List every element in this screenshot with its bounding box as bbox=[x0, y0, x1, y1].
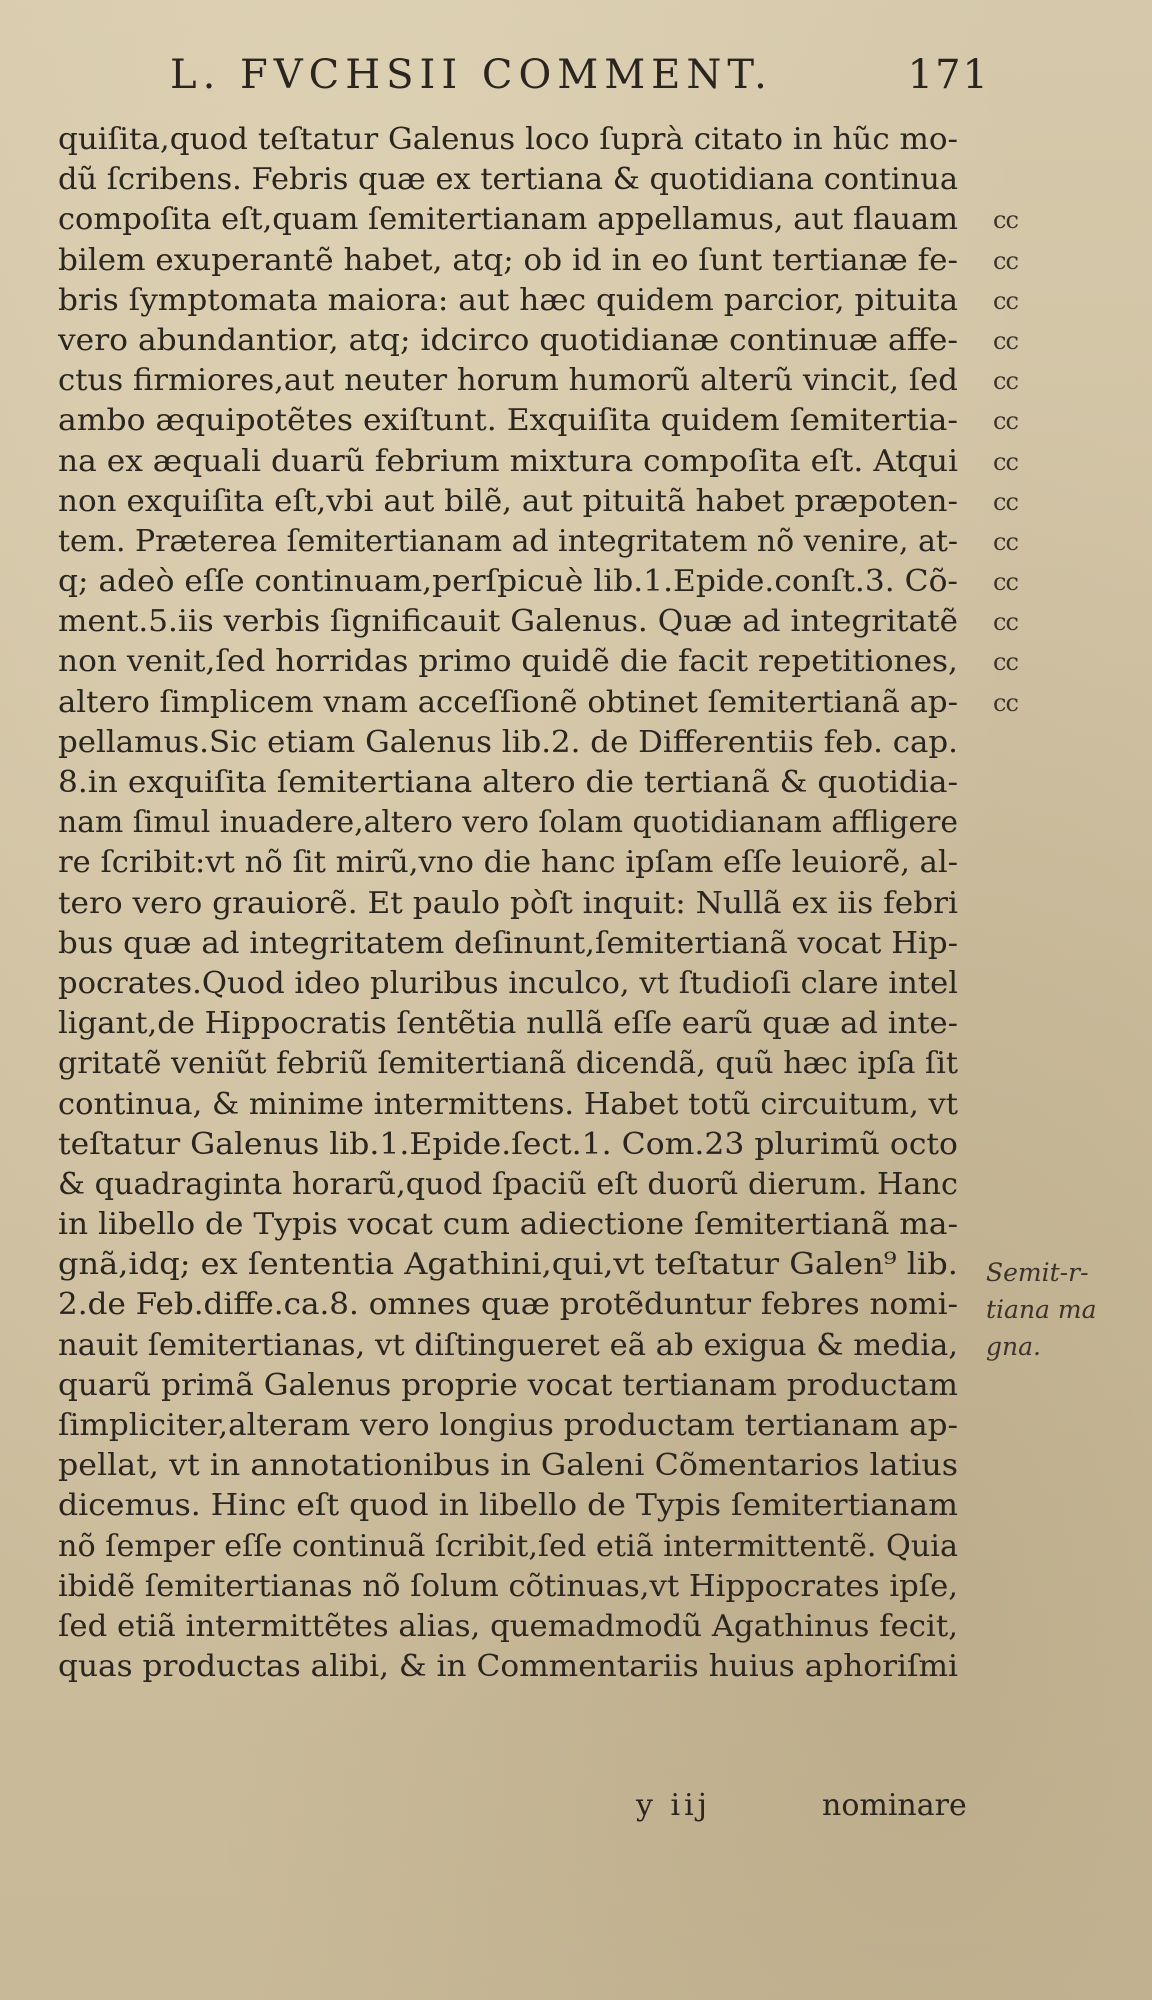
text-line bbox=[58, 683, 1018, 723]
text-line-content: ligant,de Hippocratis ſentẽtia nullã eſſe earũ quæ ad inte- bbox=[58, 1006, 959, 1042]
text-line bbox=[58, 1406, 998, 1446]
text-line bbox=[58, 1285, 998, 1325]
text-line bbox=[58, 1085, 998, 1125]
text-line bbox=[58, 1607, 998, 1647]
text-line bbox=[58, 160, 998, 200]
text-line bbox=[58, 763, 998, 803]
text-line bbox=[58, 1527, 998, 1567]
text-line-content: pellamus.Sic etiam Galenus lib.2. de Differentiis feb. cap. bbox=[58, 724, 958, 760]
text-line bbox=[58, 321, 1018, 361]
text-line bbox=[58, 1486, 998, 1526]
text-line bbox=[58, 522, 1018, 562]
text-line bbox=[58, 200, 1018, 240]
text-line-content: dũ ſcribens. Febris quæ ex tertiana & quotidiana continua bbox=[58, 162, 959, 198]
text-line-content: continua, & minime intermittens. Habet totũ circuitum, vt bbox=[58, 1086, 958, 1122]
quotation-mark: cc bbox=[993, 608, 1018, 637]
text-line bbox=[58, 964, 998, 1004]
text-line-content: ambo æquipotẽtes exiſtunt. Exquiſita quidem ſemitertia- bbox=[58, 403, 959, 439]
text-line bbox=[58, 884, 998, 924]
quotation-mark: cc bbox=[993, 568, 1018, 597]
quotation-mark: cc bbox=[993, 407, 1018, 436]
text-line bbox=[58, 602, 1018, 642]
quotation-mark: cc bbox=[993, 246, 1018, 275]
page-footer bbox=[0, 1788, 1152, 1832]
text-line-content: compoſita eſt,quam ſemitertianam appellamus, aut flauam bbox=[58, 202, 958, 238]
text-line bbox=[58, 1205, 998, 1245]
text-line bbox=[58, 924, 998, 964]
quotation-mark: cc bbox=[993, 326, 1018, 355]
quotation-mark: cc bbox=[993, 487, 1018, 516]
text-line-content: tem. Præterea ſemitertianam ad integritatem nõ venire, at- bbox=[58, 523, 959, 559]
quotation-mark: cc bbox=[993, 447, 1018, 476]
text-line bbox=[58, 442, 1018, 482]
text-line-content: ment.5.iis verbis ſignificauit Galenus. Quæ ad integritatẽ bbox=[58, 604, 958, 640]
margin-note-line: Semit-r- bbox=[986, 1258, 1089, 1287]
text-line-content: tero vero grauiorẽ. Et paulo pòſt inquit: Nullã ex iis febri bbox=[58, 885, 958, 921]
text-line bbox=[58, 1446, 998, 1486]
text-line bbox=[58, 803, 998, 843]
text-line-content: teſtatur Galenus lib.1.Epide.ſect.1. Com.23 plurimũ octo bbox=[58, 1126, 958, 1162]
text-line-content: 8.in exquiſita ſemitertiana altero die tertianã & quotidia- bbox=[58, 765, 959, 800]
margin-note bbox=[986, 1254, 1136, 1365]
text-line-content: non venit,ſed horridas primo quidẽ die facit repetitiones, bbox=[58, 644, 958, 680]
text-line bbox=[58, 1044, 998, 1084]
text-line bbox=[58, 281, 1018, 321]
text-line-content: na ex æquali duarũ febrium mixtura compoſita eſt. Atqui bbox=[58, 443, 958, 479]
text-line-content: ibidẽ ſemitertianas nõ ſolum cõtinuas,vt Hippocrates ipſe, bbox=[58, 1568, 959, 1604]
text-line-content: gritatẽ veniũt febriũ ſemitertianã dicendã, quũ hæc ipſa ſit bbox=[58, 1046, 958, 1082]
text-line bbox=[58, 843, 998, 883]
text-line bbox=[58, 1165, 998, 1205]
folio-number: 171 bbox=[907, 52, 990, 98]
text-line bbox=[58, 482, 1018, 522]
text-line-content: pellat, vt in annotationibus in Galeni Cõmentarios latius bbox=[58, 1448, 959, 1484]
catchword: nominare bbox=[822, 1788, 967, 1823]
margin-note-line: gna. bbox=[986, 1332, 1041, 1361]
running-title: L. FVCHSII COMMENT. bbox=[170, 52, 773, 98]
text-line-content: non exquiſita eſt,vbi aut bilẽ, aut pituitã habet præpoten- bbox=[58, 483, 958, 519]
text-line bbox=[58, 1125, 998, 1165]
text-line-content: & quadraginta horarũ,quod ſpaciũ eſt duorũ dierum. Hanc bbox=[58, 1166, 958, 1202]
text-line-content: vero abundantior, atq; idcirco quotidianæ continuæ affe- bbox=[58, 322, 958, 358]
text-line bbox=[58, 120, 998, 160]
text-line bbox=[58, 642, 1018, 682]
text-line-content: q; adeò eſſe continuam,perſpicuè lib.1.Epide.conſt.3. Cõ- bbox=[58, 564, 958, 600]
text-line-content: quas productas alibi, & in Commentariis huius aphoriſmi bbox=[58, 1649, 959, 1685]
text-line bbox=[58, 1366, 998, 1406]
text-line bbox=[58, 1567, 998, 1607]
quotation-mark: cc bbox=[993, 206, 1018, 235]
text-line bbox=[58, 361, 1018, 401]
margin-note-line: tiana ma bbox=[986, 1295, 1097, 1324]
text-line-content: dicemus. Hinc eſt quod in libello de Typis ſemitertianam bbox=[58, 1488, 958, 1524]
text-line bbox=[58, 401, 1018, 441]
text-line-content: in libello de Typis vocat cum adiectione ſemitertianã ma- bbox=[58, 1207, 959, 1243]
signature-mark: y iij bbox=[636, 1788, 711, 1823]
text-line-content: ſed etiã intermittẽtes alias, quemadmodũ Agathinus fecit, bbox=[58, 1608, 958, 1644]
text-line bbox=[58, 1245, 998, 1285]
text-line-content: pocrates.Quod ideo pluribus inculco, vt ſtudioſi clare intel bbox=[58, 965, 958, 1001]
quotation-mark: cc bbox=[993, 688, 1018, 717]
text-line-content: nõ ſemper eſſe continuã ſcribit,ſed etiã intermittentẽ. Quia bbox=[58, 1528, 958, 1564]
text-line-content: gnã,idq; ex ſententia Agathini,qui,vt teſtatur Galen⁹ lib. bbox=[58, 1247, 958, 1283]
quotation-mark: cc bbox=[993, 286, 1018, 315]
quotation-mark: cc bbox=[993, 367, 1018, 396]
text-line-content: ſimpliciter,alteram vero longius productam tertianam ap- bbox=[58, 1408, 958, 1443]
text-line-content: quiſita,quod teſtatur Galenus loco ſuprà citato in hũc mo- bbox=[58, 122, 959, 157]
text-line-content: ctus firmiores,aut neuter horum humorũ alterũ vincit, ſed bbox=[58, 363, 958, 399]
text-line-content: bris ſymptomata maiora: aut hæc quidem parcior, pituita bbox=[58, 282, 959, 318]
text-line bbox=[58, 1647, 998, 1687]
text-line-content: nauit ſemitertianas, vt diſtingueret eã ab exigua & media, bbox=[58, 1327, 959, 1363]
text-line-content: nam ſimul inuadere,altero vero ſolam quotidianam affligere bbox=[58, 805, 959, 841]
text-line bbox=[58, 1004, 998, 1044]
page-header bbox=[170, 52, 990, 112]
text-line-content: altero ſimplicem vnam acceſſionẽ obtinet ſemitertianã ap- bbox=[58, 684, 958, 720]
text-line-content: bus quæ ad integritatem deſinunt,ſemitertianã vocat Hip- bbox=[58, 925, 959, 961]
quotation-mark: cc bbox=[993, 527, 1018, 556]
text-line-content: 2.de Feb.diffe.ca.8. omnes quæ protẽduntur febres nomi- bbox=[58, 1287, 959, 1323]
text-line bbox=[58, 723, 998, 763]
text-line bbox=[58, 562, 1018, 602]
text-line-content: bilem exuperantẽ habet, atq; ob id in eo ſunt tertianæ fe- bbox=[58, 242, 959, 278]
quotation-mark: cc bbox=[993, 648, 1018, 677]
text-line bbox=[58, 1326, 998, 1366]
text-line bbox=[58, 241, 1018, 281]
text-line-content: re ſcribit:vt nõ ſit mirũ,vno die hanc ipſam eſſe leuiorẽ, al- bbox=[58, 845, 959, 881]
text-line-content: quarũ primã Galenus proprie vocat tertianam productam bbox=[58, 1367, 959, 1403]
